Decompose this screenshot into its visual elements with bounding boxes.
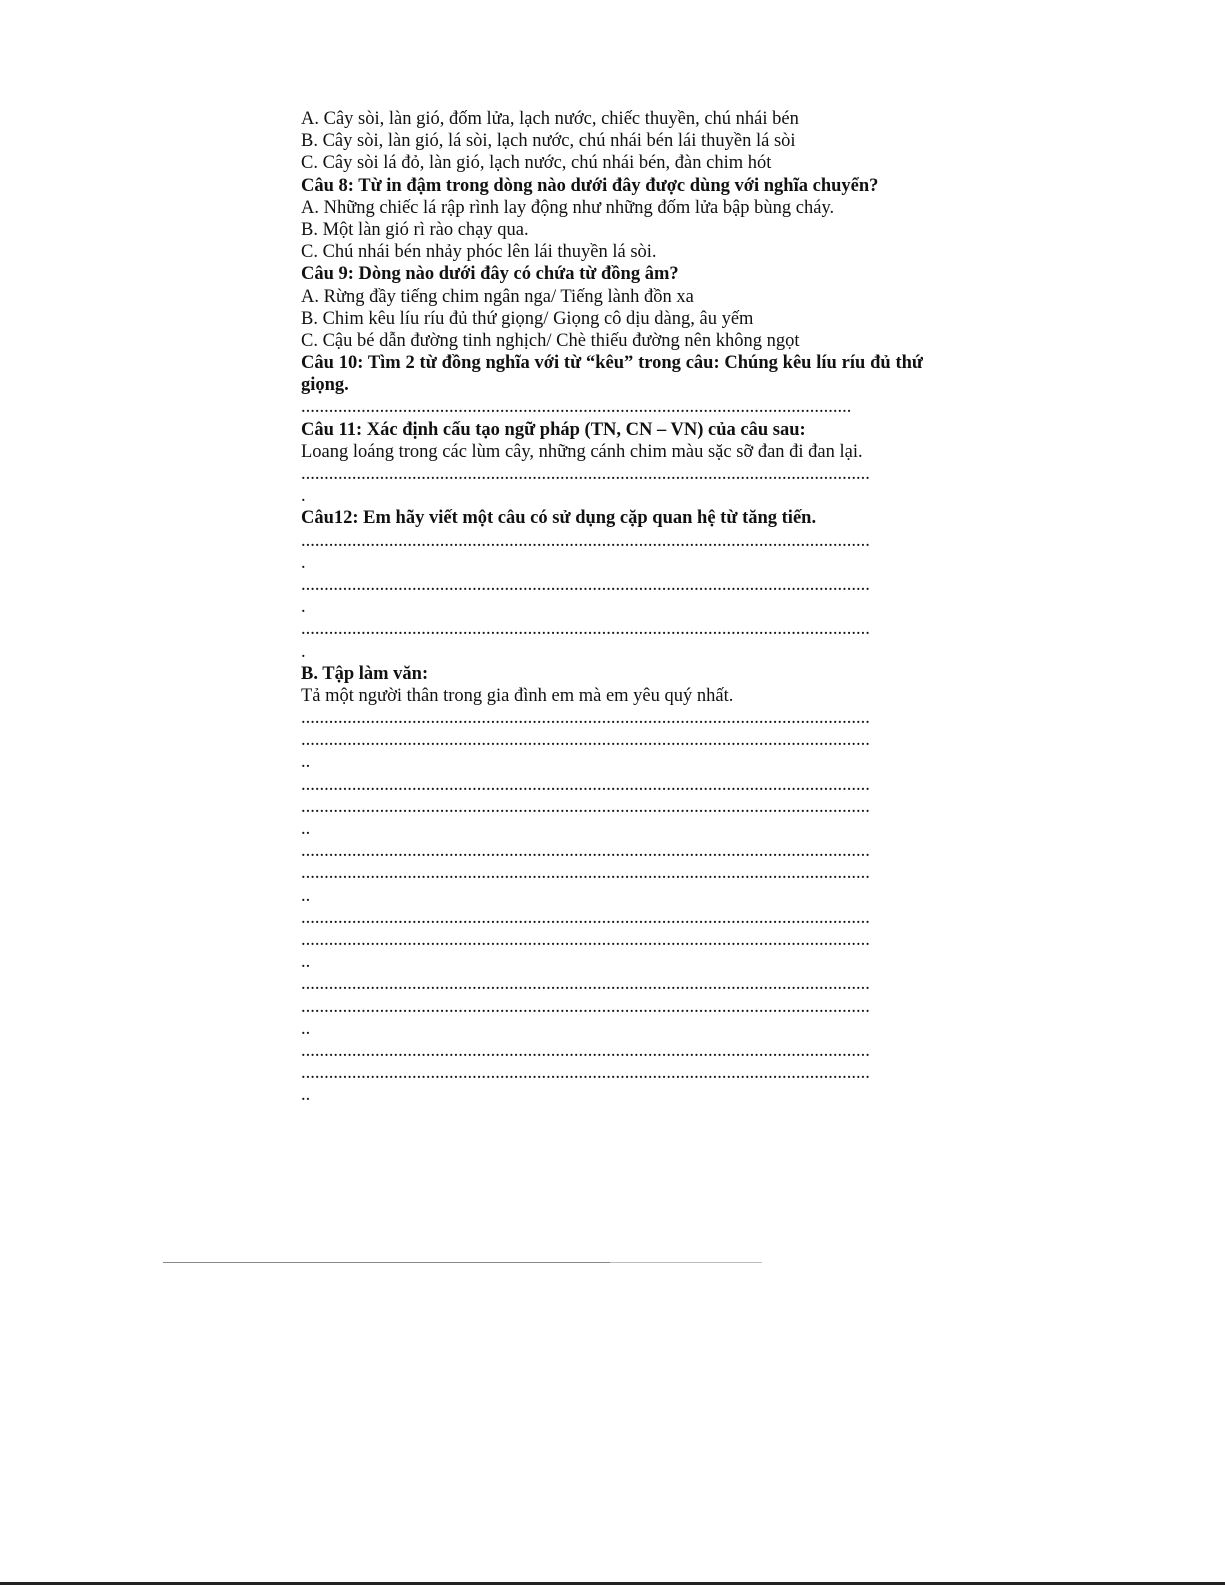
- essay-answer-tail: ..: [301, 819, 311, 840]
- essay-answer-tail: ..: [301, 885, 311, 906]
- essay-answer-line: ...........................................................................................................................: [301, 974, 870, 995]
- q9-option-b: B. Chim kêu líu ríu đủ thứ giọng/ Giọng cô dịu dàng, âu yếm: [301, 308, 754, 329]
- q8-option-b: B. Một làn gió rì rào chạy qua.: [301, 219, 529, 240]
- q11-answer-tail: .: [301, 486, 306, 507]
- q8-option-a: A. Những chiếc lá rập rình lay động như những đốm lửa bập bùng cháy.: [301, 197, 835, 218]
- essay-answer-line: ...........................................................................................................................: [301, 1063, 870, 1084]
- q12-answer-tail: .: [301, 641, 306, 662]
- essay-answer-line: ...........................................................................................................................: [301, 1040, 870, 1061]
- essay-answer-line: ...........................................................................................................................: [301, 907, 870, 928]
- q8-option-c: C. Chú nhái bén nhảy phóc lên lái thuyền lá sòi.: [301, 242, 657, 263]
- essay-answer-tail: ..: [301, 752, 311, 773]
- worksheet-page: [301, 108, 923, 1106]
- footer-divider-faint: [610, 1262, 762, 1263]
- essay-answer-line: ...........................................................................................................................: [301, 708, 870, 729]
- q12-answer-line: ...........................................................................................................................: [301, 530, 870, 551]
- q10-answer-line: .......................................................................................................................: [301, 397, 852, 418]
- essay-answer-tail: ..: [301, 952, 311, 973]
- q12-answer-tail: .: [301, 597, 306, 618]
- q10-question: Câu 10: Tìm 2 từ đồng nghĩa với từ “kêu” trong câu: Chúng kêu líu ríu đủ thứ giọng.: [301, 353, 923, 396]
- essay-answer-line: ...........................................................................................................................: [301, 996, 870, 1017]
- section-b-prompt: Tả một người thân trong gia đình em mà em yêu quý nhất.: [301, 685, 734, 706]
- q7-option-a: A. Cây sòi, làn gió, đốm lửa, lạch nước, chiếc thuyền, chú nhái bén: [301, 109, 799, 129]
- essay-answer-line: ...........................................................................................................................: [301, 796, 870, 817]
- q12-answer-line: ...........................................................................................................................: [301, 619, 870, 640]
- essay-answer-line: ...........................................................................................................................: [301, 929, 870, 950]
- essay-answer-line: ...........................................................................................................................: [301, 841, 870, 862]
- q11-question: Câu 11: Xác định cấu tạo ngữ pháp (TN, CN – VN) của câu sau:: [301, 419, 806, 440]
- q7-option-b: B. Cây sòi, làn gió, lá sòi, lạch nước, chú nhái bén lái thuyền lá sòi: [301, 131, 796, 152]
- essay-answer-tail: ..: [301, 1018, 311, 1039]
- essay-answer-line: ...........................................................................................................................: [301, 774, 870, 795]
- q9-question: Câu 9: Dòng nào dưới đây có chứa từ đồng âm?: [301, 264, 679, 285]
- q12-answer-line: ...........................................................................................................................: [301, 574, 870, 595]
- q11-answer-line: ...........................................................................................................................: [301, 464, 870, 485]
- q9-option-a: A. Rừng đầy tiếng chim ngân nga/ Tiếng lành đồn xa: [301, 286, 694, 307]
- essay-answer-line: ...........................................................................................................................: [301, 863, 870, 884]
- q8-question: Câu 8: Từ in đậm trong dòng nào dưới đây được dùng với nghĩa chuyển?: [301, 175, 879, 196]
- q9-option-c: C. Cậu bé dẫn đường tinh nghịch/ Chè thiếu đường nên không ngọt: [301, 330, 800, 351]
- q11-sentence: Loang loáng trong các lùm cây, những cánh chim màu sặc sỡ đan đi đan lại.: [301, 441, 863, 462]
- section-b-heading: B. Tập làm văn:: [301, 663, 429, 684]
- essay-answer-line: ...........................................................................................................................: [301, 730, 870, 751]
- q7-option-c: C. Cây sòi lá đỏ, làn gió, lạch nước, chú nhái bén, đàn chim hót: [301, 153, 772, 174]
- q12-question: Câu12: Em hãy viết một câu có sử dụng cặp quan hệ từ tăng tiến.: [301, 508, 817, 529]
- q12-answer-tail: .: [301, 552, 306, 573]
- essay-answer-tail: ..: [301, 1085, 311, 1106]
- footer-divider: [163, 1262, 610, 1263]
